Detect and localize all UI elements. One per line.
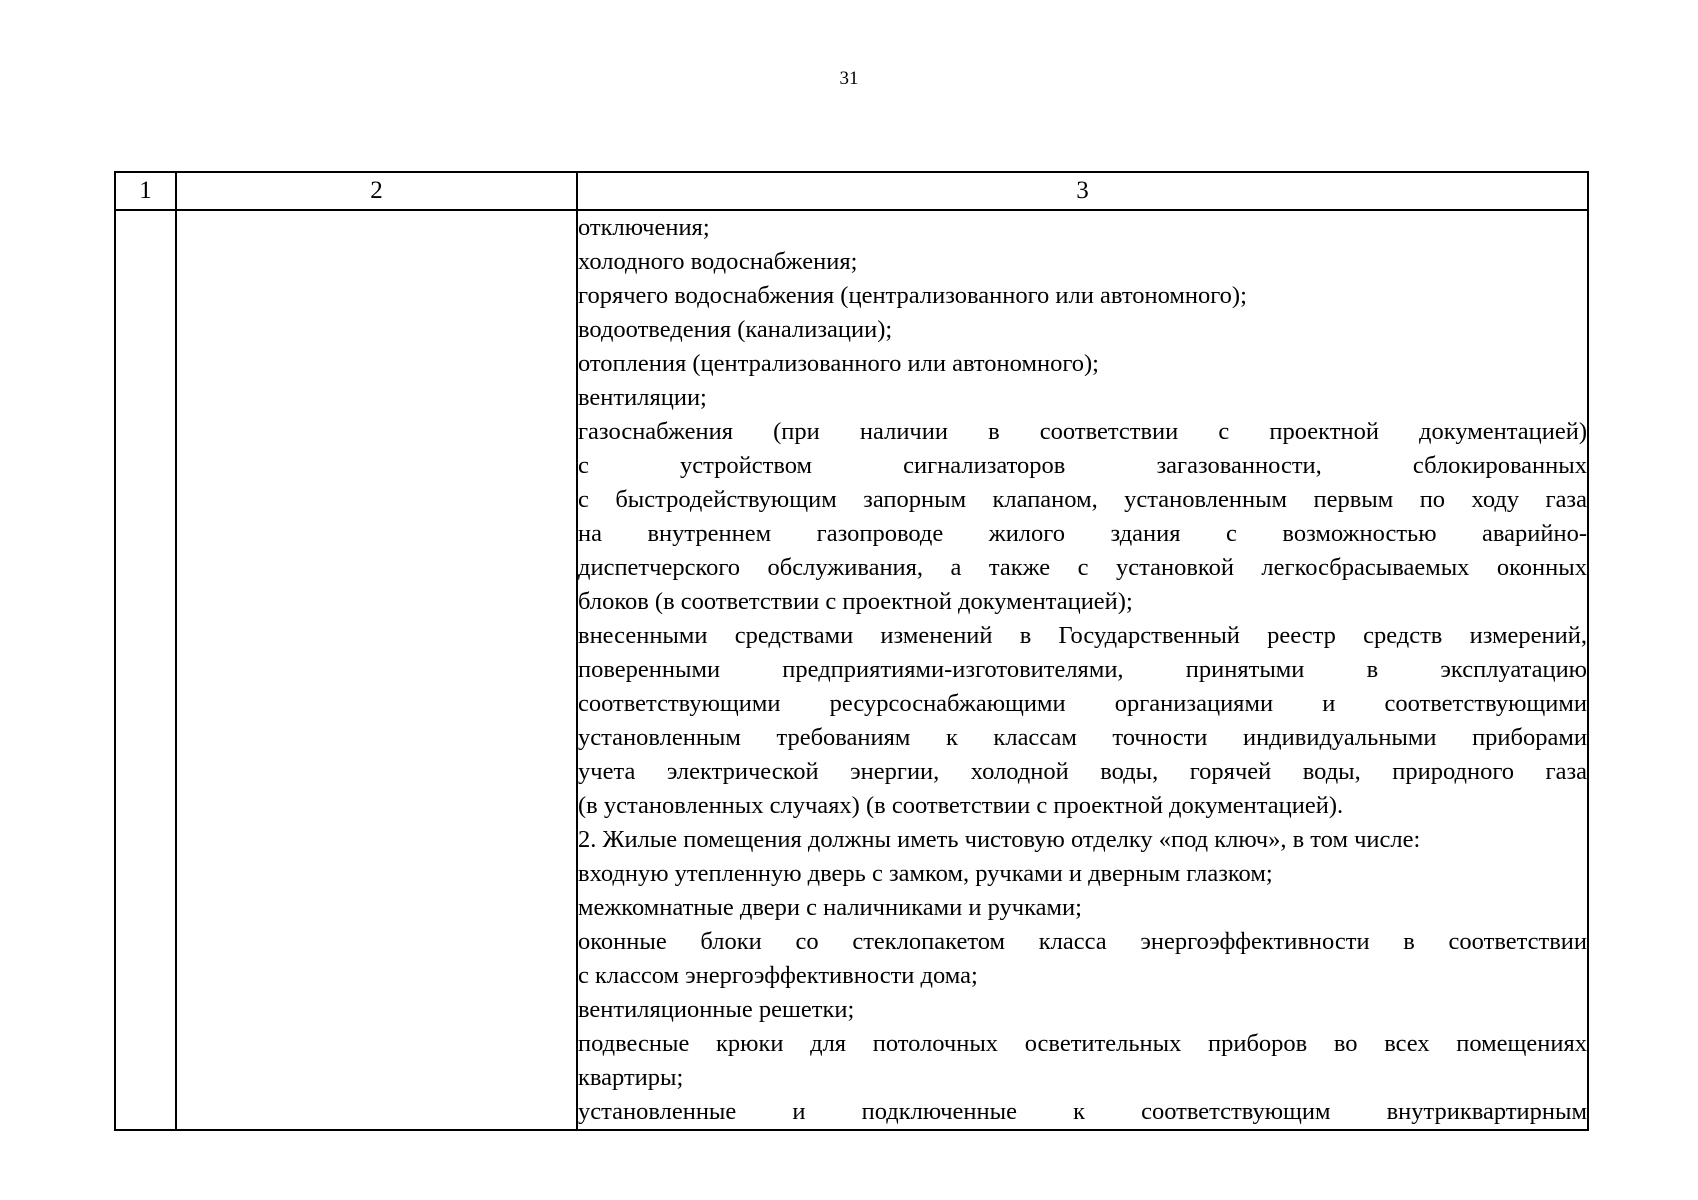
text-line: вентиляции;	[578, 384, 707, 411]
text-line: с устройством сигнализаторов загазованности, сблокированных	[578, 452, 1587, 479]
text-line: на внутреннем газопроводе жилого здания с возможностью аварийно-	[578, 520, 1587, 547]
text-line: отопления (централизованного или автономного);	[578, 350, 1099, 377]
column-header-2: 2	[176, 172, 577, 210]
page-number: 31	[839, 68, 859, 89]
text-line: диспетчерского обслуживания, а также с установкой легкосбрасываемых оконных	[578, 554, 1587, 581]
table-cell-col3	[577, 210, 1588, 1130]
text-line: газоснабжения (при наличии в соответствии с проектной документацией)	[578, 418, 1587, 445]
text-line: (в установленных случаях) (в соответствии с проектной документацией).	[578, 792, 1344, 819]
text-line: учета электрической энергии, холодной воды, горячей воды, природного газа	[578, 758, 1587, 785]
text-line: внесенными средствами изменений в Государственный реестр средств измерений,	[578, 622, 1587, 649]
text-line: установленные и подключенные к соответствующим внутриквартирным	[578, 1098, 1587, 1125]
requirements-text	[578, 211, 1587, 1129]
text-line: вентиляционные решетки;	[578, 996, 855, 1023]
text-line: отключения;	[578, 214, 710, 241]
column-header-3: 3	[577, 172, 1588, 210]
text-line: оконные блоки со стеклопакетом класса энергоэффективности в соответствии	[578, 928, 1587, 955]
text-line: установленным требованиям к классам точности индивидуальными приборами	[578, 724, 1587, 751]
requirements-table	[114, 171, 1589, 1131]
table-cell-col2	[176, 210, 577, 1130]
text-line: поверенными предприятиями-изготовителями, принятыми в эксплуатацию	[578, 656, 1587, 683]
table-cell-col1	[115, 210, 176, 1130]
text-line: блоков (в соответствии с проектной документацией);	[578, 588, 1133, 615]
text-line: межкомнатные двери с наличниками и ручками;	[578, 894, 1082, 921]
text-line: с быстродействующим запорным клапаном, установленным первым по ходу газа	[578, 486, 1587, 513]
text-line: 2. Жилые помещения должны иметь чистовую отделку «под ключ», в том числе:	[578, 826, 1421, 853]
text-line: водоотведения (канализации);	[578, 316, 893, 343]
text-line: соответствующими ресурсоснабжающими организациями и соответствующими	[578, 690, 1587, 717]
table-row	[115, 210, 1588, 1130]
column-header-1: 1	[115, 172, 176, 210]
text-line: квартиры;	[578, 1064, 684, 1091]
text-line: горячего водоснабжения (централизованного или автономного);	[578, 282, 1247, 309]
text-line: холодного водоснабжения;	[578, 248, 858, 275]
table-header-row	[115, 172, 1588, 210]
text-line: входную утепленную дверь с замком, ручками и дверным глазком;	[578, 860, 1273, 887]
text-line: с классом энергоэффективности дома;	[578, 962, 978, 989]
text-line: подвесные крюки для потолочных осветительных приборов во всех помещениях	[578, 1030, 1587, 1057]
